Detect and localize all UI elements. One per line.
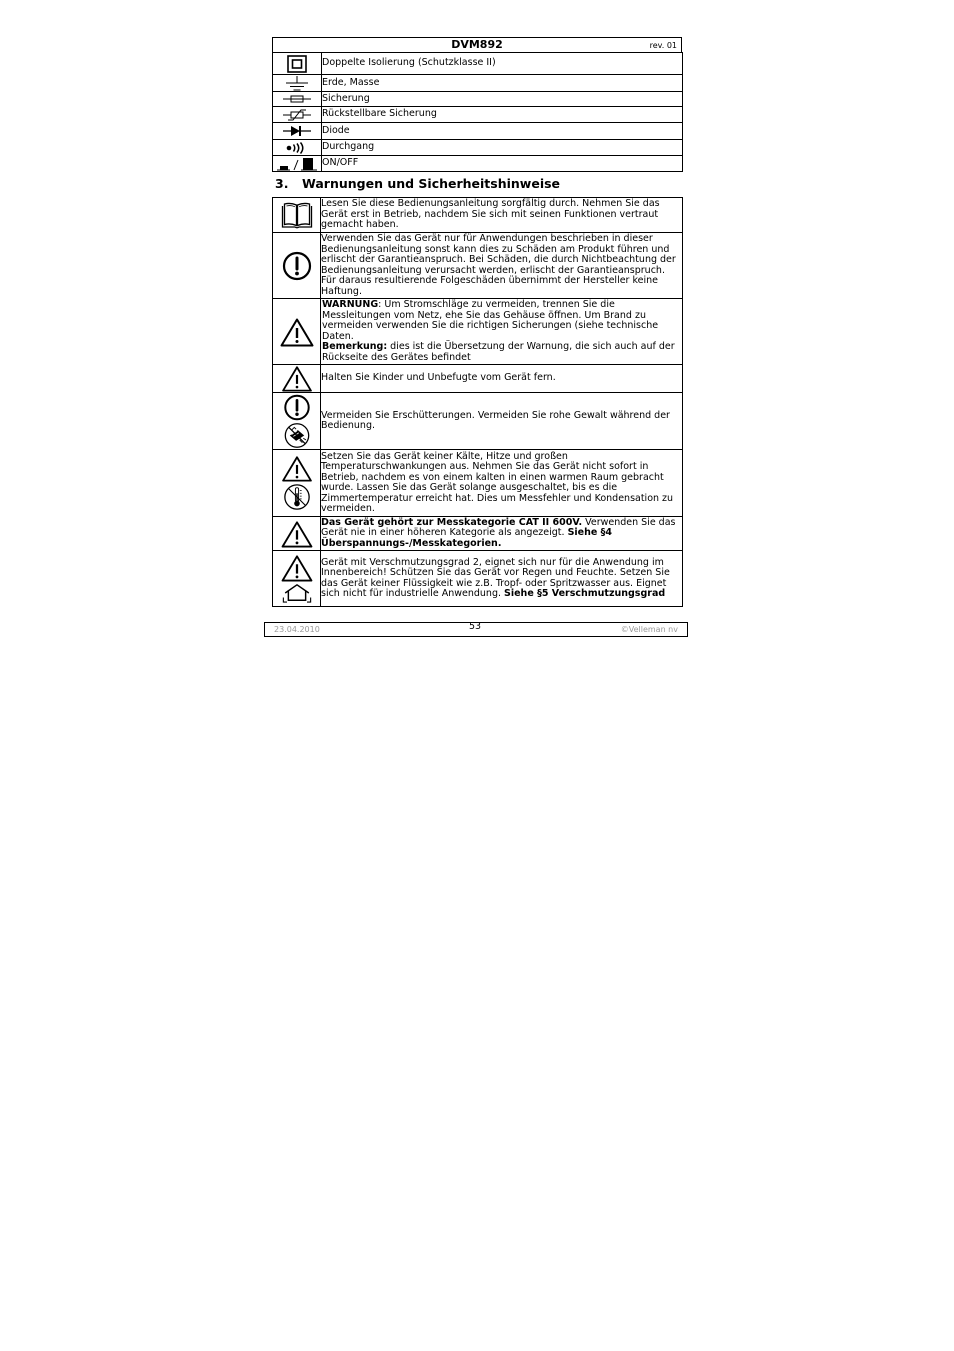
warning-paragraph <box>321 411 682 432</box>
warning-text-segment: : Um Stromschläge zu vermeiden, trennen Sie die Messleitungen vom Netz, ehe Sie das Gehäuse öffnen. Um Brand zu vermeiden verwenden Sie die richtigen Sicherungen (siehe technische Daten. <box>322 299 659 342</box>
warning-paragraph <box>321 452 682 515</box>
temperature-thermometer-icon <box>283 483 311 511</box>
warning-paragraph <box>321 558 682 600</box>
warning-triangle-icon <box>280 520 314 548</box>
symbol-label: Doppelte Isolierung (Schutzklasse II) <box>322 53 683 75</box>
icon-stack <box>273 455 320 511</box>
warning-text <box>321 517 683 551</box>
warning-text-segment: Gerät mit Verschmutzungsgrad 2, eignet sich nur für die Anwendung im Innenbereich! Schützen Sie das Gerät vor Regen und Feuchte. Setzen Sie das Gerät keiner Flüssigkeit wie z.B. Tropf- oder Spritzwasser aus. Eignet sich nicht für industrielle Anwendung. <box>321 556 670 599</box>
symbol-icon-cell <box>273 123 322 140</box>
continuity-icon <box>286 142 308 154</box>
on-off-icon <box>277 157 317 171</box>
warning-icon-cell <box>273 233 321 299</box>
symbol-label: ON/OFF <box>322 156 683 172</box>
warning-text-segment: Verwenden Sie das Gerät nie in einer höheren Kategorie als angezeigt. <box>321 516 676 539</box>
section-reference: Siehe §4 Überspannungs-/Messkategorien. <box>321 527 612 549</box>
warning-triangle-icon <box>280 554 314 582</box>
section-heading <box>275 176 560 192</box>
warning-icon-cell <box>273 551 321 607</box>
footer-date: 23.04.2010 <box>274 625 320 634</box>
fuse-icon <box>283 94 311 104</box>
double-insulation-icon <box>287 55 307 73</box>
exclamation-circle-icon <box>282 251 312 281</box>
symbol-icon-cell <box>273 53 322 75</box>
warning-icon-cell <box>273 393 321 450</box>
symbol-label: Sicherung <box>322 92 683 107</box>
warning-icon-cell <box>273 299 321 365</box>
symbol-row <box>273 107 683 123</box>
revision-label: rev. 01 <box>649 41 677 50</box>
warning-row <box>273 551 683 607</box>
symbol-row <box>273 140 683 156</box>
warning-icon-cell <box>273 450 321 517</box>
resettable-fuse-icon <box>283 109 311 121</box>
section-title: Warnungen und Sicherheitshinweise <box>302 176 561 191</box>
symbol-label: Durchgang <box>322 140 683 156</box>
symbol-table <box>272 52 683 172</box>
warning-text <box>321 450 683 517</box>
note-paragraph <box>322 342 682 363</box>
warning-text-segment: Lesen Sie diese Bedienungsanleitung sorgfältig durch. Nehmen Sie das Gerät erst in Betrieb, nachdem Sie sich mit seinen Funktionen vertraut gemacht haben. <box>321 198 660 231</box>
warning-paragraph <box>321 199 682 231</box>
symbol-row <box>273 53 683 75</box>
note-text-segment: dies ist die Übersetzung der Warnung, die sich auch auf der Rückseite des Gerätes befindet <box>322 341 675 363</box>
symbol-row <box>273 123 683 140</box>
symbol-icon-cell <box>273 92 322 107</box>
warning-text-segment: Setzen Sie das Gerät keiner Kälte, Hitze und großen Temperaturschwankungen aus. Nehmen Sie das Gerät nicht sofort in Betrieb, nachdem es von einem kalten in einen warmen Raum gebracht wurde. Lassen Sie das Gerät solange ausgeschaltet, bis es die Zimmertemperatur erreicht hat. Dies um Messfehler und Kondensation zu vermeiden. <box>321 450 674 514</box>
warning-icon-cell <box>273 365 321 393</box>
footer-copyright: ©Velleman nv <box>620 625 678 634</box>
icon-stack <box>273 394 320 449</box>
warnings-table <box>272 197 683 607</box>
symbol-row <box>273 75 683 92</box>
warning-text <box>321 299 683 365</box>
warning-row <box>273 233 683 299</box>
earth-ground-icon <box>284 76 310 91</box>
symbol-icon-cell <box>273 107 322 123</box>
warning-paragraph <box>322 300 682 342</box>
indoor-use-house-icon <box>281 583 313 603</box>
page-footer <box>264 622 688 637</box>
section-number: 3. <box>275 176 289 191</box>
symbol-label: Rückstellbare Sicherung <box>322 107 683 123</box>
warning-triangle-icon <box>280 365 314 392</box>
warning-paragraph <box>321 518 682 550</box>
page-header <box>272 37 682 53</box>
warning-row <box>273 365 683 393</box>
warning-paragraph <box>321 373 682 384</box>
diode-icon <box>283 125 311 137</box>
measurement-category-label: Das Gerät gehört zur Messkategorie CAT II 600V. <box>321 516 583 528</box>
symbol-icon-cell <box>273 156 322 172</box>
symbol-row <box>273 92 683 107</box>
symbol-label: Diode <box>322 123 683 140</box>
warning-row <box>273 299 683 365</box>
symbol-icon-cell <box>273 75 322 92</box>
warning-row <box>273 198 683 233</box>
warning-label: WARNUNG <box>322 299 379 310</box>
section-reference: Siehe §5 Verschmutzungsgrad <box>504 588 666 599</box>
document-title: DVM892 <box>451 38 503 51</box>
icon-stack <box>273 554 320 603</box>
warning-text <box>321 393 683 450</box>
warning-text <box>321 551 683 607</box>
symbol-icon-cell <box>273 140 322 156</box>
warning-triangle-icon <box>280 317 314 347</box>
symbol-row <box>273 156 683 172</box>
warning-paragraph <box>321 234 682 297</box>
exclamation-circle-icon <box>283 394 311 421</box>
warning-triangle-icon <box>280 455 314 482</box>
warning-text-segment: Verwenden Sie das Gerät nur für Anwendungen beschrieben in dieser Bedienungsanleitung sonst kann dies zu Schäden am Produkt führen und erlischt der Garantieanspruch. Bei Schäden, die durch Nichtbeachtung der Bedienungsanleitung verursacht werden, erlischt der Garantieanspruch. Für daraus resultierende Folgeschäden übernimmt der Hersteller keine Haftung. <box>321 233 676 297</box>
warning-icon-cell <box>273 198 321 233</box>
symbol-label: Erde, Masse <box>322 75 683 92</box>
no-rough-handling-icon <box>283 422 311 449</box>
warning-text <box>321 233 683 299</box>
warning-text <box>321 198 683 233</box>
read-manual-book-icon <box>281 201 313 229</box>
page-number: 53 <box>469 621 482 632</box>
warning-row <box>273 393 683 450</box>
warning-text-segment: Vermeiden Sie Erschütterungen. Vermeiden Sie rohe Gewalt während der Bedienung. <box>321 409 670 431</box>
warning-text-segment: Halten Sie Kinder und Unbefugte vom Gerät fern. <box>321 372 556 384</box>
warning-icon-cell <box>273 517 321 551</box>
warning-text <box>321 365 683 393</box>
warning-row <box>273 450 683 517</box>
note-label: Bemerkung: <box>322 341 388 352</box>
warning-row <box>273 517 683 551</box>
